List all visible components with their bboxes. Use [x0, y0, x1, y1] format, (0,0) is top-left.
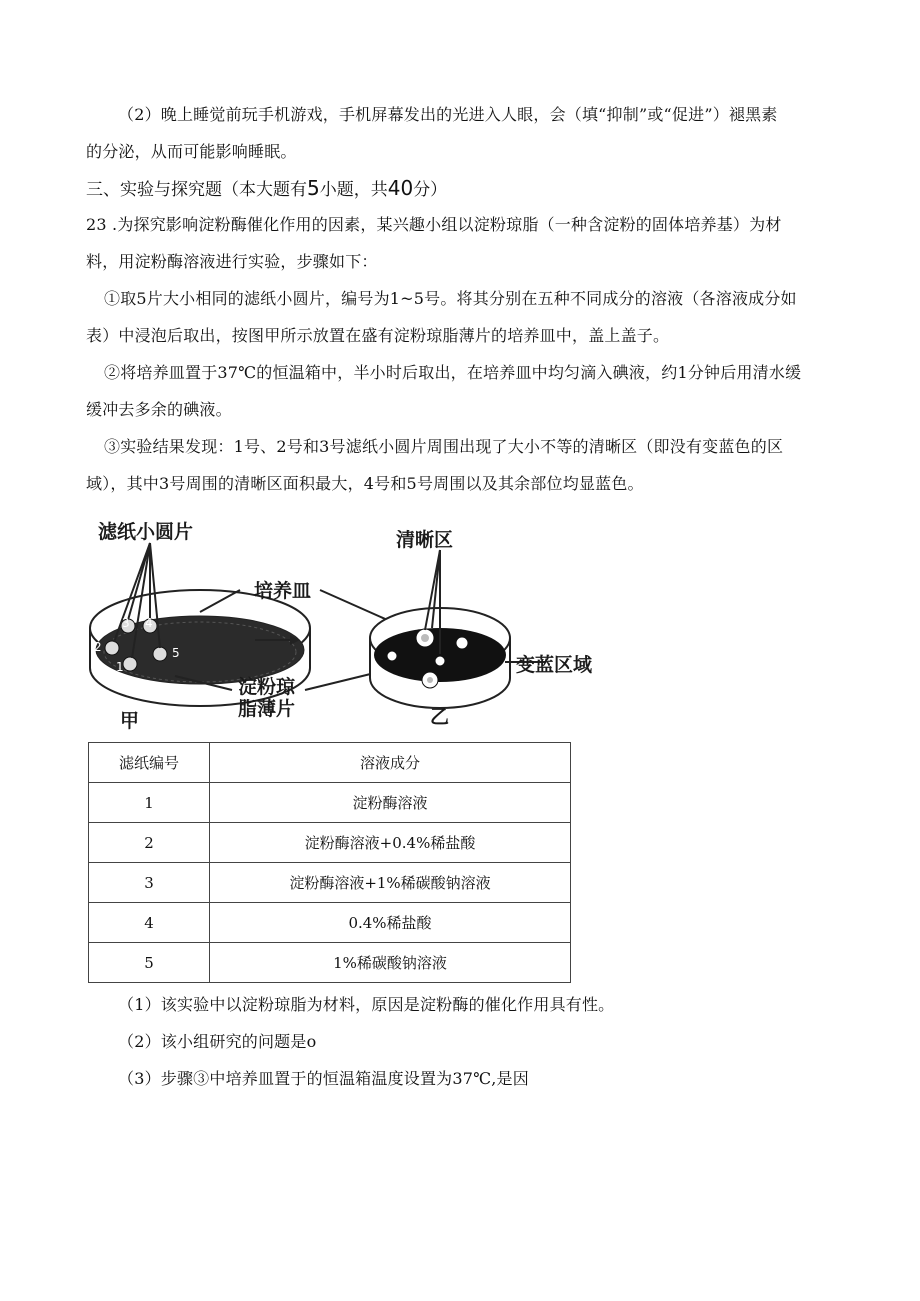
table-row: [89, 863, 571, 903]
label-agar-line2: 脂薄片: [238, 698, 296, 720]
table-cell-number: 1: [89, 783, 210, 823]
disc-number-2: 2: [94, 640, 102, 654]
table-cell-number: 5: [89, 943, 210, 983]
solution-table: [88, 742, 571, 983]
q23-intro-line2: 料，用淀粉酶溶液进行实验，步骤如下：: [86, 252, 378, 271]
table-row: [89, 943, 571, 983]
clear-zone-4: [435, 656, 445, 666]
disc-5-jia: [153, 647, 167, 661]
clear-zone-3: [387, 651, 397, 661]
sub-question-1: （1）该实验中以淀粉琼脂为材料，原因是淀粉酶的催化作用具有性。: [118, 995, 615, 1014]
disc-1-jia: [123, 657, 137, 671]
q23-step1-line2: 表）中浸泡后取出，按图甲所示放置在盛有淀粉琼脂薄片的培养皿中，盖上盖子。: [86, 326, 670, 345]
prev-question-part2-line1: （2）晚上睡觉前玩手机游戏，手机屏幕发出的光进入人眼，会（填“抑制”或“促进”）褪黑素: [118, 105, 778, 124]
label-blue-zone: 变蓝区域: [516, 654, 593, 676]
label-agar-line1: 淀粉琼: [238, 676, 296, 698]
label-jia: 甲: [120, 710, 140, 732]
table-cell-composition: 淀粉酶溶液+0.4%稀盐酸: [210, 823, 571, 863]
disc-number-1: 1: [116, 660, 124, 674]
section-points: 40: [387, 176, 414, 200]
table-header-composition: 溶液成分: [210, 743, 571, 783]
table-row: [89, 903, 571, 943]
sub-question-3: （3）步骤③中培养皿置于的恒温箱温度设置为37℃,是因: [118, 1069, 529, 1088]
label-filter-disc: 滤纸小圆片: [98, 521, 194, 543]
q23-step2-line2: 缓冲去多余的碘液。: [86, 400, 232, 419]
table-row: [89, 823, 571, 863]
q23-intro-line1: 23 .为探究影响淀粉酶催化作用的因素，某兴趣小组以淀粉琼脂（一种含淀粉的固体培养基）为材: [86, 215, 782, 234]
label-agar: [238, 676, 295, 720]
section-title-suffix: 分）: [413, 180, 448, 200]
label-clear-zone: 清晰区: [396, 529, 454, 551]
section-question-count: 5: [307, 176, 320, 200]
disc-number-4: 4: [145, 616, 153, 630]
label-yi: 乙: [430, 706, 450, 728]
label-dish: 培养皿: [254, 580, 312, 602]
q23-step3-line1: ③实验结果发现：1号、2号和3号滤纸小圆片周围出现了大小不等的清晰区（即没有变蓝色的区: [104, 437, 784, 456]
section-title-prefix: 三、实验与探究题（本大题有: [86, 180, 307, 200]
sub-question-2: （2）该小组研究的问题是o: [118, 1032, 317, 1051]
table-cell-composition: 0.4%稀盐酸: [210, 903, 571, 943]
table-row: [89, 783, 571, 823]
q23-step3-line2: 域），其中3号周围的清晰区面积最大，4号和5号周围以及其余部位均显蓝色。: [86, 474, 644, 493]
disc-number-5: 5: [172, 646, 180, 660]
table-cell-composition: 淀粉酶溶液+1%稀碳酸钠溶液: [210, 863, 571, 903]
q23-step1-line1: ①取5片大小相同的滤纸小圆片，编号为1~5号。将其分别在五种不同成分的溶液（各溶液成分如: [104, 289, 797, 308]
disc-2-jia: [105, 641, 119, 655]
section-title-mid: 小题，共: [319, 180, 388, 200]
table-cell-composition: 淀粉酶溶液: [210, 783, 571, 823]
table-cell-number: 2: [89, 823, 210, 863]
disc-number-3: 3: [122, 616, 130, 630]
prev-question-part2-line2: 的分泌，从而可能影响睡眠。: [86, 142, 297, 161]
table-cell-number: 3: [89, 863, 210, 903]
q23-step2-line1: ②将培养皿置于37℃的恒温箱中，半小时后取出，在培养皿中均匀滴入碘液，约1分钟后用清水缓: [104, 363, 802, 382]
clear-zone-2: [456, 637, 468, 649]
table-header-row: [89, 743, 571, 783]
table-cell-number: 4: [89, 903, 210, 943]
table-header-number: 滤纸编号: [89, 743, 210, 783]
table-cell-composition: 1%稀碳酸钠溶液: [210, 943, 571, 983]
